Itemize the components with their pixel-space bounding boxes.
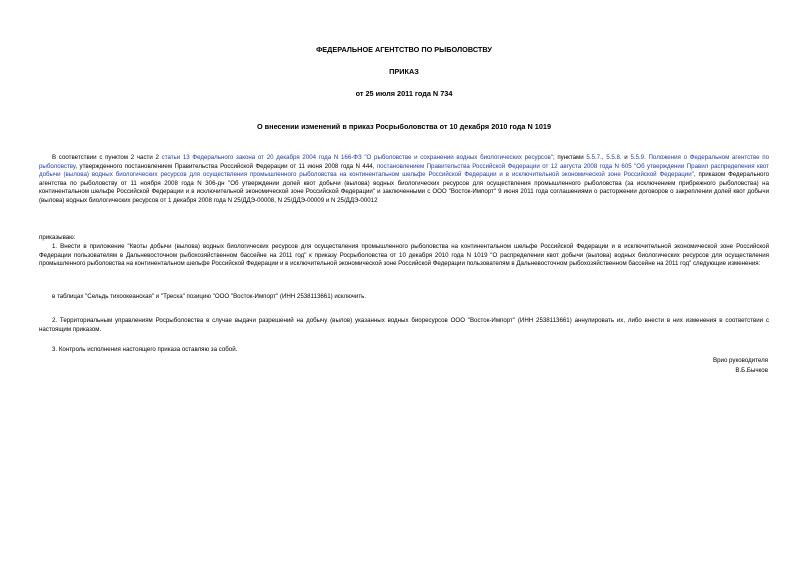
item-2: 2. Территориальным управлениям Росрыболовства в случае выдачи разрешений на добычу (вылов) указанных водных биоресурсов ООО "Восток-Импорт" (ИНН 2538113661) аннулировать их, либо внести в них изменения в соответствии с настоящим приказом. bbox=[39, 317, 769, 333]
document-title: О внесении изменений в приказ Росрыболовства от 10 декабря 2010 года N 1019 bbox=[256, 122, 552, 131]
doc-type-heading: ПРИКАЗ bbox=[389, 67, 419, 76]
law-article-link[interactable]: статьи 13 Федерального закона от 20 декабря 2004 года N 166-ФЗ "О рыболовстве и сохранении водных биологических ресурсов" bbox=[161, 154, 553, 161]
item-1: 1. Внести в приложение "Квоты добычи (вылова) водных биологических ресурсов для осуществления промышленного рыболовства на континентальном шельфе Российской Федерации и в исключительной экономической зоне Российской Федерации пользователям в Дальневосточном рыбохозяйственном бассейне на 2011 год" к приказу Росрыболовства от 10 декабря 2010 года N 1019 "О распределении квот добычи (вылова) водных биологических ресурсов для осуществления промышленного рыболовства на континентальном шельфе Российской Федерации и в исключительной экономической зоне Российской Федерации пользователям в Дальневосточном рыбохозяйственном бассейне на 2011 год" следующие изменения: bbox=[39, 243, 769, 268]
preamble-text-3: и bbox=[621, 154, 631, 161]
signature-name: В.Б.Бычков bbox=[735, 367, 768, 374]
preamble-paragraph bbox=[39, 154, 769, 206]
regulation-points-link[interactable]: 5.5.7., 5.5.8. bbox=[586, 154, 622, 161]
date-number-heading: от 25 июля 2011 года N 734 bbox=[355, 89, 453, 98]
order-word: приказываю: bbox=[39, 234, 76, 241]
preamble-text-4: , утвержденного постановлением Правительства Российской Федерации от 11 июня 2008 года N 444, bbox=[75, 162, 377, 170]
preamble-text-1: В соответствии с пунктом 2 части 2 bbox=[52, 154, 162, 161]
signature-position: Врио руководителя bbox=[713, 357, 768, 364]
agency-regulation-link[interactable]: 5.5.9. Положения о Федеральном агентстве по рыболовству bbox=[39, 154, 770, 170]
item-1-sub: в таблицах "Сельдь тихоокеанская" и "Треска" позицию "ООО "Восток-Импорт" (ИНН 2538113661) исключить. bbox=[52, 293, 367, 300]
preamble-text-2: ; пунктами bbox=[552, 154, 587, 161]
agency-heading: ФЕДЕРАЛЬНОЕ АГЕНТСТВО ПО РЫБОЛОВСТВУ bbox=[316, 45, 492, 54]
item-3: 3. Контроль исполнения настоящего приказа оставляю за собой. bbox=[52, 346, 238, 353]
preamble-text-5: , приказом Федерального агентства по рыболовству от 11 ноября 2008 года N 306-дн "Об утверждении долей квот добычи (вылова) водных биологических ресурсов для осуществления промышленного рыболовства (за исключением прибрежного рыболовства) на континентальном шельфе Российской Федерации и в исключительной экономической зоне Российской Федерации" и заключенными с ООО "Восток-Импорт" 9 июня 2011 года соглашениями о расторжении договоров о закреплении долей квот добычи (вылова) водных биологических ресурсов от 1 декабря 2008 года N 25/ДДЭ-00008, N 25/ДДЭ-00009 и N 25/ДДЭ-00012 bbox=[39, 171, 769, 204]
government-resolution-link[interactable]: постановлением Правительства Российской Федерации от 12 августа 2008 года N 605 "Об утверждении Правил распределения квот добычи (вылова) водных биологических ресурсов для осуществления промышленного рыболовства на континентальном шельфе Российской Федерации и в исключительной экономической зоне Российской Федерации" bbox=[39, 162, 769, 179]
